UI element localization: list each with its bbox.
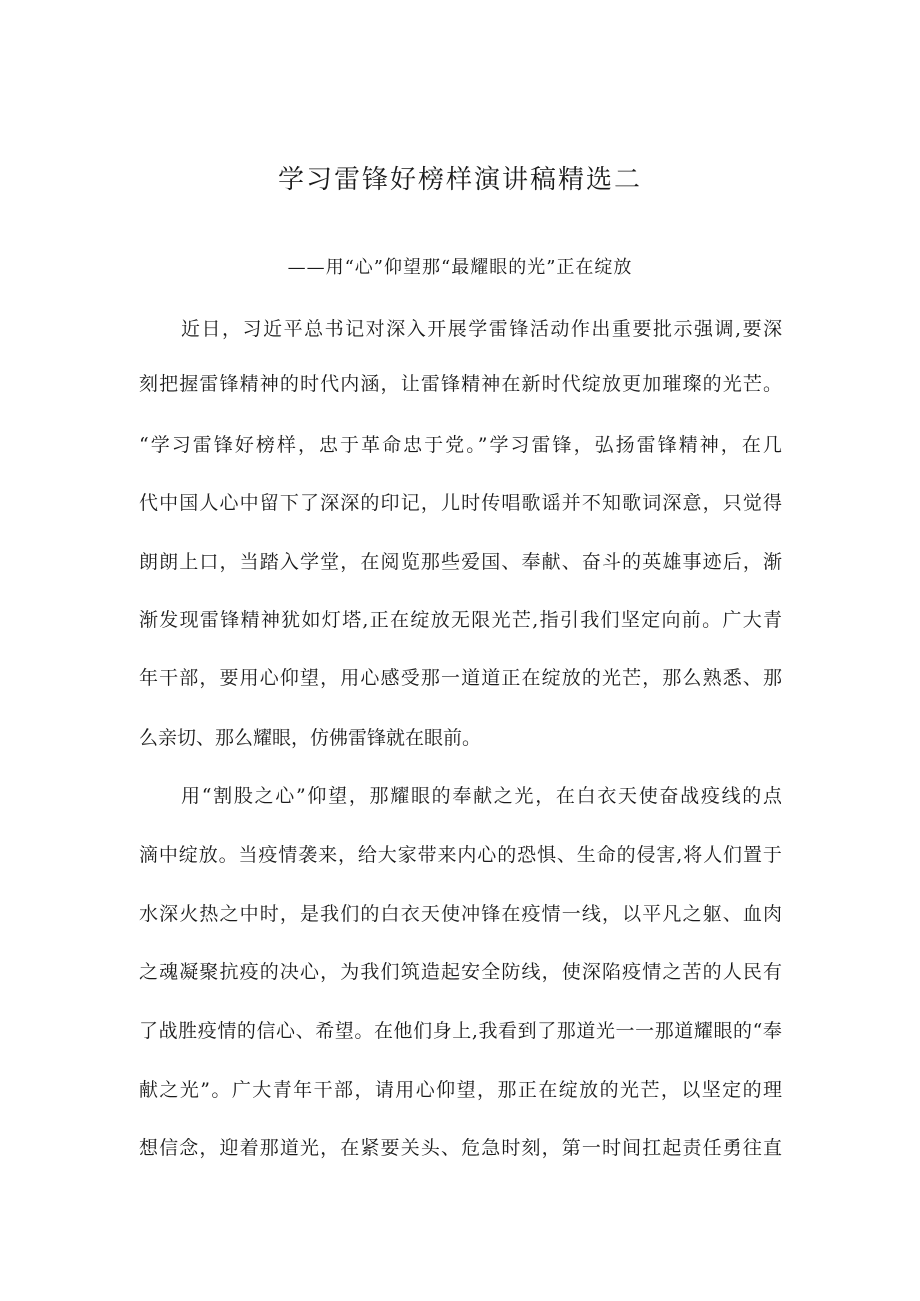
body-line: 滴中绽放。当疫情袭来，给大家带来内心的恐惧、生命的侵害,将人们置于 bbox=[139, 844, 783, 866]
body-line: 近日，习近平总书记对深入开展学雷锋活动作出重要批示强调,要深 bbox=[181, 318, 784, 340]
body-line: 水深火热之中时，是我们的白衣天使冲锋在疫情一线，以平凡之躯、血肉 bbox=[139, 903, 784, 925]
body-line: 献之光”。广大青年干部，请用心仰望，那正在绽放的光芒，以坚定的理 bbox=[139, 1079, 784, 1101]
body-line: 了战胜疫情的信心、希望。在他们身上,我看到了那道光一一那道耀眼的“奉 bbox=[139, 1020, 783, 1042]
document-title: 学习雷锋好榜样演讲稿精选二 bbox=[277, 165, 642, 195]
body-line: 用“割股之心”仰望，那耀眼的奉献之光，在白衣天使奋战疫线的点 bbox=[181, 785, 784, 807]
body-line: 朗朗上口，当踏入学堂，在阅览那些爱国、奉献、奋斗的英雄事迹后，渐 bbox=[139, 551, 784, 573]
body-line: “学习雷锋好榜样，忠于革命忠于党。”学习雷锋，弘扬雷锋精神，在几 bbox=[139, 434, 784, 456]
body-line: 年干部，要用心仰望，用心感受那一道道正在绽放的光芒，那么熟悉、那 bbox=[139, 667, 784, 689]
document-subtitle: ——用“心”仰望那“最耀眼的光”正在绽放 bbox=[287, 257, 633, 278]
body-line: 之魂凝聚抗疫的决心，为我们筑造起安全防线，使深陷疫情之苦的人民有 bbox=[139, 961, 784, 983]
body-line: 代中国人心中留下了深深的印记，儿时传唱歌谣并不知歌词深意，只觉得 bbox=[139, 492, 784, 514]
body-line: 刻把握雷锋精神的时代内涵，让雷锋精神在新时代绽放更加璀璨的光芒。 bbox=[139, 373, 784, 395]
body-line: 想信念，迎着那道光，在紧要关头、危急时刻，第一时间扛起责任勇往直 bbox=[139, 1137, 784, 1159]
body-line: 么亲切、那么耀眼，仿佛雷锋就在眼前。 bbox=[139, 727, 482, 749]
body-line: 渐发现雷锋精神犹如灯塔,正在绽放无限光芒,指引我们坚定向前。广大青 bbox=[139, 609, 784, 631]
